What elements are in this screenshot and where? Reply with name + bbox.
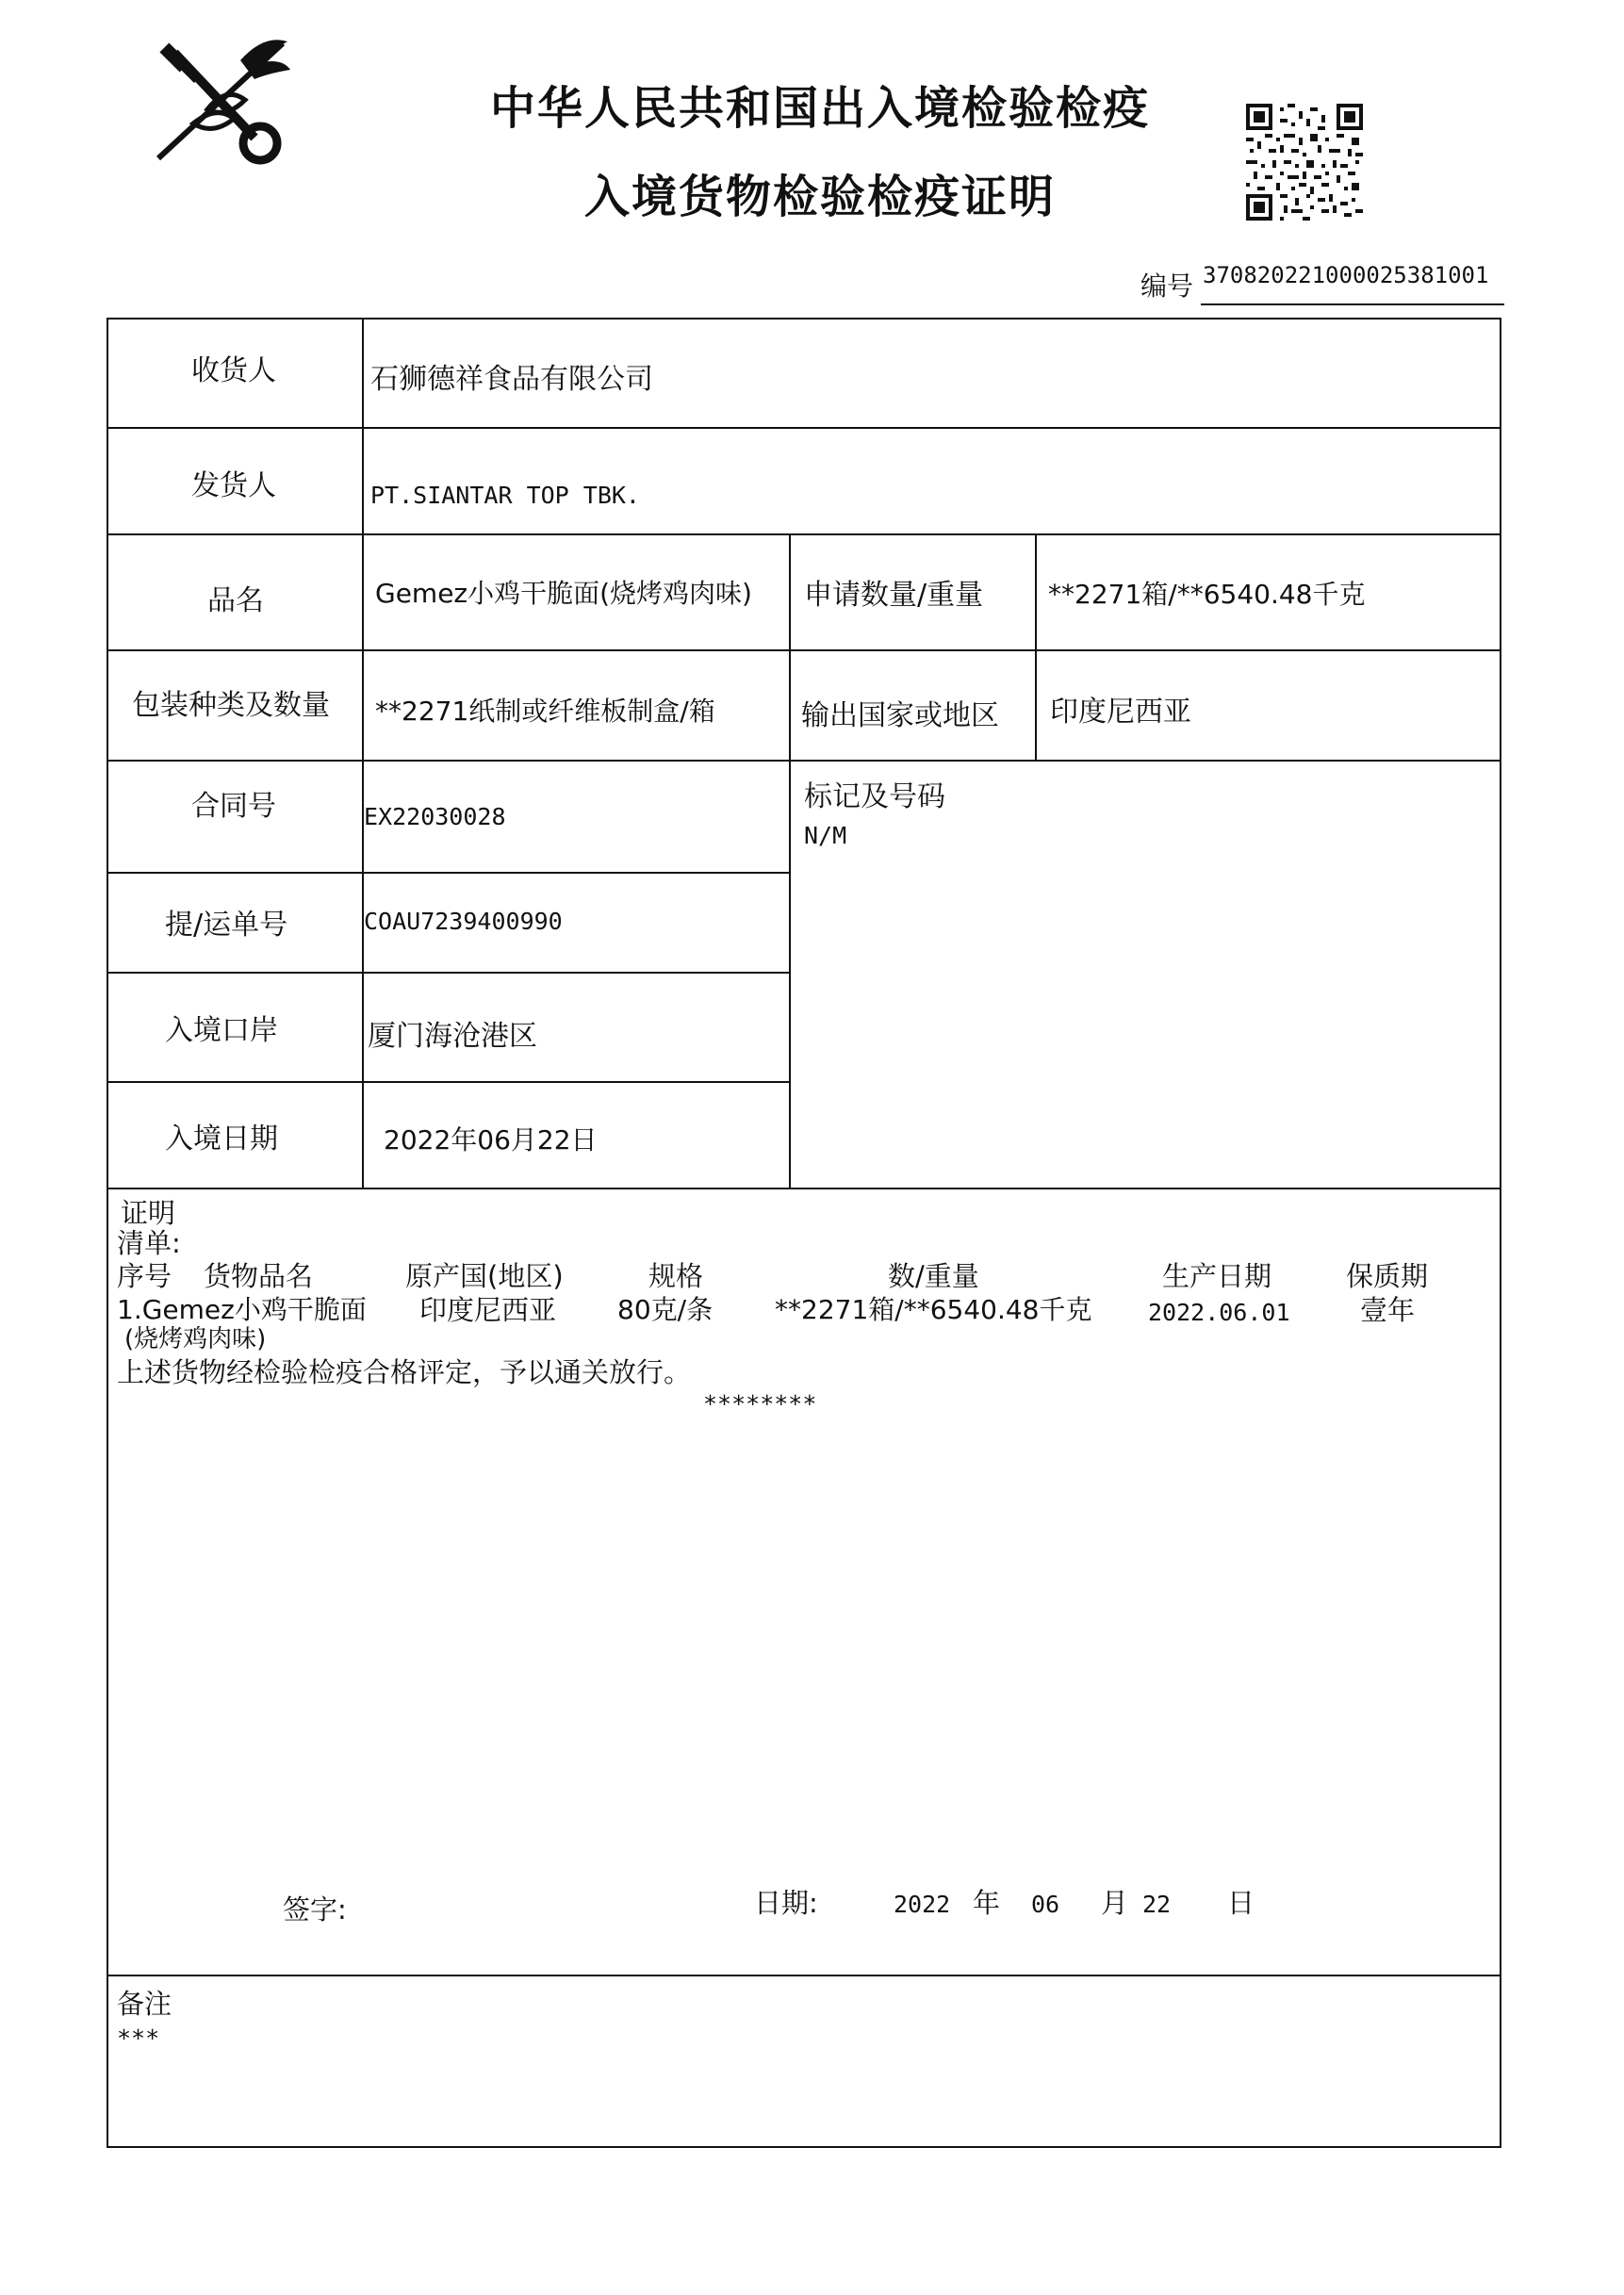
- row-divider: [107, 872, 791, 874]
- consignee-value: 石狮德祥食品有限公司: [370, 363, 653, 396]
- packing-value: **2271纸制或纤维板制盒/箱: [375, 696, 715, 727]
- title-line-1: 中华人民共和国出入境检验检疫: [490, 82, 1151, 135]
- column-divider: [1035, 533, 1037, 762]
- bill-of-lading-label: 提/运单号: [165, 909, 288, 942]
- sign-date-year: 2022: [894, 1891, 951, 1918]
- sign-date-day-char: 日: [1227, 1887, 1255, 1919]
- title-line-2: 入境货物检验检疫证明: [584, 171, 1057, 223]
- origin-cell: 印度尼西亚: [419, 1294, 557, 1326]
- column-header-production-date: 生产日期: [1162, 1260, 1272, 1292]
- column-divider: [362, 318, 364, 1189]
- table-bottom-border: [107, 2146, 1501, 2148]
- column-header-shelf-life: 保质期: [1346, 1260, 1429, 1292]
- table-right-border: [1500, 318, 1501, 2148]
- row-divider: [107, 533, 1501, 535]
- column-divider: [789, 533, 791, 1189]
- contract-no-value: EX22030028: [364, 803, 506, 830]
- consignor-label: 发货人: [191, 469, 276, 502]
- origin-country-label: 输出国家或地区: [801, 699, 999, 732]
- sign-date-label: 日期:: [754, 1887, 818, 1919]
- production-date-cell: 2022.06.01: [1148, 1299, 1290, 1326]
- column-header-goods-name: 货物品名: [204, 1260, 314, 1292]
- entry-port-value: 厦门海沧港区: [368, 1020, 537, 1053]
- row-divider: [107, 427, 1501, 429]
- list-label: 清单:: [117, 1227, 181, 1259]
- entry-port-label: 入境口岸: [165, 1014, 278, 1047]
- column-header-seq: 序号: [117, 1260, 172, 1292]
- spec-cell: 80克/条: [617, 1294, 714, 1325]
- sign-date-day: 22: [1142, 1891, 1172, 1918]
- marks-value: N/M: [804, 822, 847, 849]
- row-divider: [107, 1188, 1501, 1189]
- column-header-spec: 规格: [648, 1260, 704, 1292]
- qr-code-icon: [1246, 104, 1363, 221]
- column-header-origin: 原产国(地区): [405, 1260, 564, 1292]
- end-marker: ********: [703, 1390, 817, 1418]
- shelf-life-cell: 壹年: [1360, 1294, 1416, 1326]
- origin-country-value: 印度尼西亚: [1050, 696, 1191, 729]
- row-divider: [107, 649, 1501, 651]
- consignor-value: PT.SIANTAR TOP TBK.: [370, 482, 640, 509]
- customs-emblem-icon: [151, 34, 292, 166]
- consignee-label: 收货人: [191, 354, 276, 387]
- goods-name-cont-cell: (烧烤鸡肉味): [124, 1325, 267, 1353]
- product-name-value: Gemez小鸡干脆面(烧烤鸡肉味): [375, 578, 752, 609]
- sign-date-year-char: 年: [973, 1887, 1001, 1919]
- certificate-number: 370820221000025381001: [1203, 262, 1489, 288]
- remarks-label: 备注: [117, 1988, 172, 2020]
- number-label: 编号: [1140, 270, 1194, 302]
- certificate-heading: 证明: [121, 1197, 176, 1229]
- contract-no-label: 合同号: [191, 790, 276, 823]
- quantity-value: **2271箱/**6540.48千克: [1048, 579, 1366, 610]
- quantity-cell: **2271箱/**6540.48千克: [775, 1294, 1092, 1325]
- number-underline: [1201, 303, 1504, 305]
- quantity-label: 申请数量/重量: [804, 579, 984, 612]
- column-header-quantity: 数/重量: [888, 1260, 979, 1292]
- bill-of-lading-value: COAU7239400990: [364, 908, 563, 935]
- product-name-label: 品名: [207, 584, 264, 617]
- marks-label: 标记及号码: [804, 780, 945, 813]
- sign-date-month-char: 月: [1101, 1887, 1129, 1919]
- row-divider: [107, 972, 791, 974]
- packing-label: 包装种类及数量: [132, 689, 330, 722]
- remarks-value: ***: [117, 2025, 160, 2052]
- signature-label: 签字:: [283, 1893, 347, 1926]
- table-left-border: [107, 318, 108, 2148]
- table-top-border: [107, 318, 1501, 320]
- sign-date-month: 06: [1031, 1891, 1060, 1918]
- row-divider: [107, 1975, 1501, 1976]
- row-divider: [107, 760, 1501, 762]
- entry-date-value: 2022年06月22日: [384, 1124, 598, 1156]
- certificate-statement: 上述货物经检验检疫合格评定，予以通关放行。: [117, 1356, 692, 1388]
- row-divider: [107, 1081, 791, 1083]
- entry-date-label: 入境日期: [165, 1123, 278, 1156]
- goods-name-cell: 1.Gemez小鸡干脆面: [117, 1294, 367, 1325]
